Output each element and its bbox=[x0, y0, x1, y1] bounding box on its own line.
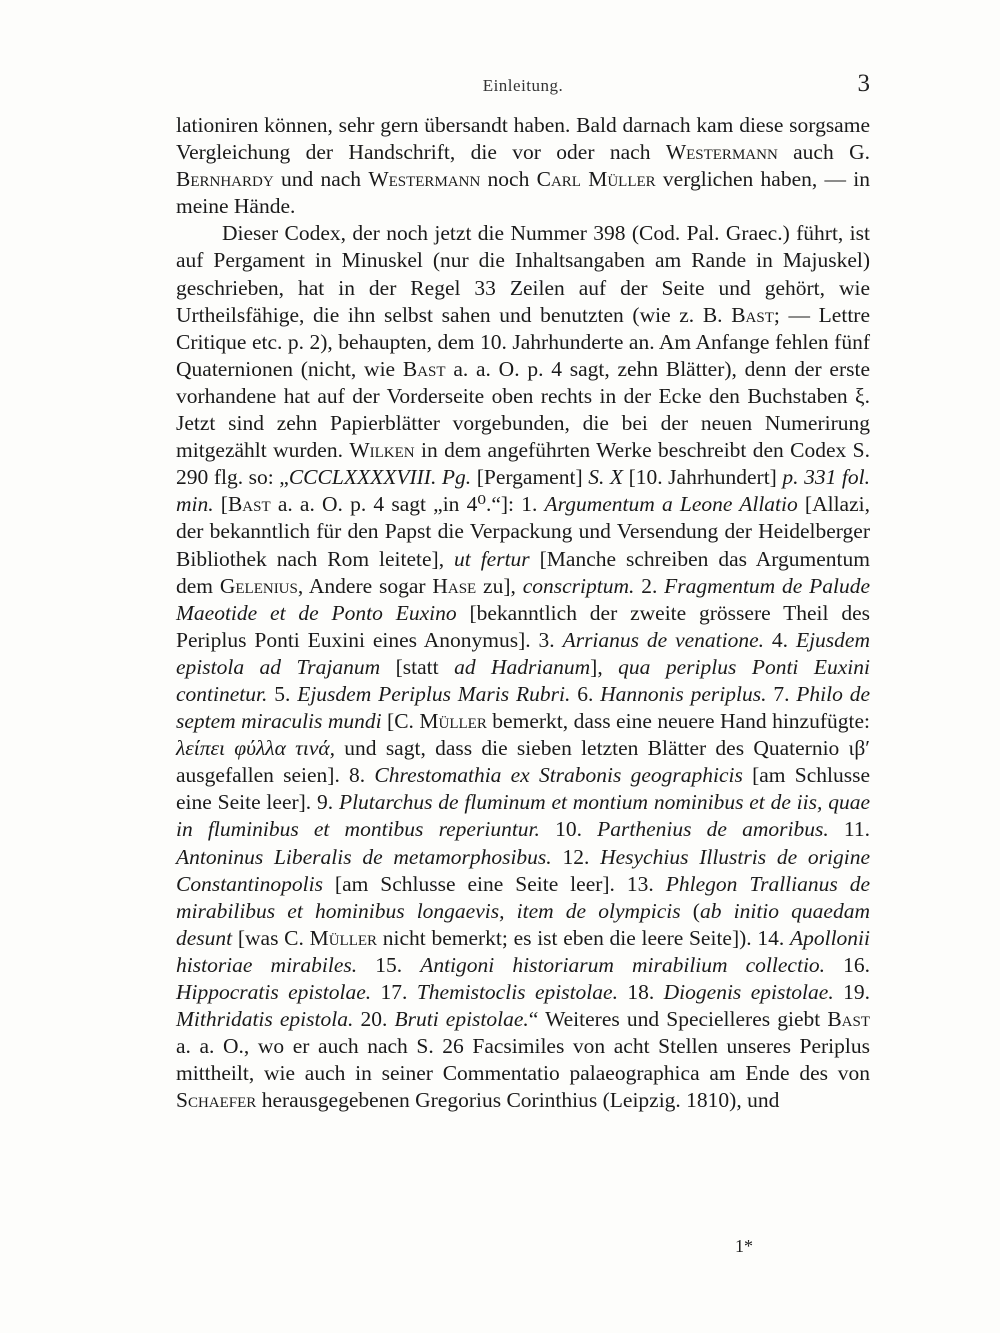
text-run: [am Schlusse eine Seite leer]. 9. bbox=[176, 763, 870, 815]
small-caps-run: Bast bbox=[827, 1007, 871, 1032]
text-run: [Allazi, der bekanntlich für den Papst die Verpackung und Versendung der Heidelberger Bibliothek nach Rom leitete], bbox=[176, 492, 870, 571]
italic-run: Hippocratis epistolae. bbox=[176, 980, 372, 1004]
italic-run: Apollonii historiae mirabiles. bbox=[176, 925, 870, 977]
italic-run: CCCLXXXXVIII. Pg. bbox=[288, 465, 472, 490]
small-caps-run: Schaefer bbox=[176, 1088, 257, 1113]
text-run: noch bbox=[480, 167, 537, 192]
italic-run: Bruti epistolae. bbox=[394, 1007, 529, 1032]
italic-run: Mithridatis epistola. bbox=[176, 1007, 354, 1032]
italic-run: Diogenis epistolae. bbox=[663, 980, 834, 1004]
small-caps-run: Bernhardy bbox=[176, 167, 274, 192]
small-caps-run: Bast bbox=[227, 492, 271, 517]
text-run: und sagt, dass die sieben letzten Blätter des Quaternio ιβ′ ausgefallen seien]. 8. bbox=[176, 736, 870, 788]
small-caps-run: Wilken bbox=[349, 438, 415, 463]
italic-run: ut fertur bbox=[454, 546, 530, 571]
italic-run: Parthenius de amoribus. bbox=[597, 817, 829, 842]
running-head bbox=[176, 66, 870, 106]
small-caps-run: Westermann bbox=[368, 167, 481, 192]
small-caps-run: Müller bbox=[309, 925, 378, 950]
text-run: [bekanntlich der zweite grössere Theil des Periplus Ponti Euxini eines Anonymus]. 3. bbox=[176, 600, 870, 652]
italic-run: conscriptum. bbox=[522, 573, 635, 598]
italic-run: S. X bbox=[588, 465, 624, 490]
page-number: 3 bbox=[857, 70, 870, 97]
italic-run: Antigoni historiarum mirabilium collectio. bbox=[420, 952, 826, 977]
text-run: 17. bbox=[371, 980, 417, 1004]
small-caps-run: Westermann bbox=[665, 140, 778, 165]
text-run: herausgegebenen Gregorius Corinthius (Leipzig. 1810), und bbox=[256, 1088, 780, 1113]
text-run: a. a. O. p. 4 sagt „in 4⁰.“]: 1. bbox=[270, 492, 545, 517]
text-run: verglichen haben, — in meine Hände. bbox=[176, 167, 870, 219]
italic-run: qua periplus Ponti Euxini continetur. bbox=[176, 654, 870, 706]
text-run: 6. bbox=[570, 681, 601, 706]
text-run: nicht bemerkt; es ist eben die leere Seite]). 14. bbox=[377, 925, 790, 950]
paragraph-2 bbox=[176, 220, 870, 1114]
italic-run: Antoninus Liberalis de metamorphosibus. bbox=[176, 844, 552, 869]
text-run: bemerkt, dass eine neuere Hand hinzufügte: bbox=[486, 709, 870, 734]
italic-run: Plutarchus de fluminum et montium nominibus et de iis, quae in fluminibus et montibus reperiuntur. bbox=[176, 790, 870, 842]
text-run: [am Schlusse eine Seite leer]. 13. bbox=[322, 871, 666, 896]
italic-run: Arrianus de venatione. bbox=[562, 627, 765, 652]
small-caps-run: Carl Müller bbox=[536, 167, 656, 192]
small-caps-run: Bast bbox=[731, 302, 774, 327]
text-run: ( bbox=[680, 898, 700, 923]
text-run: ; — Lettre Critique etc. p. 2), behaupten, dem 10. Jahrhunderte an. Am Anfange fehlen fünf Quaternionen (nicht, wie bbox=[176, 302, 870, 381]
small-caps-run: Bast bbox=[402, 356, 446, 381]
text-run: 4. bbox=[764, 627, 796, 652]
small-caps-run: Müller bbox=[419, 709, 487, 734]
text-run: 12. bbox=[551, 844, 601, 869]
text-run: und nach bbox=[273, 167, 369, 192]
italic-run: Philo de septem miraculis mundi bbox=[176, 681, 870, 734]
text-run: [C. bbox=[381, 709, 420, 734]
italic-run: p. 331 fol. min. bbox=[176, 465, 870, 517]
text-run: 5. bbox=[267, 681, 298, 706]
text-run: , Andere sogar bbox=[297, 573, 433, 598]
text-run: a. a. O. p. 4 sagt, zehn Blätter), denn der erste vorhandene hat auf der Vorderseite oben rechts in der Ecke den Buchstaben ξ. Jetzt sind zehn Papierblätter vorgebunden, die bei der neuen Numerirung mitgezählt wurden. bbox=[176, 356, 871, 463]
text-run: [10. Jahrhundert] bbox=[623, 465, 783, 490]
text-run: 16. bbox=[825, 952, 871, 977]
text-run: “ Weiteres und Specielleres giebt bbox=[528, 1007, 828, 1032]
italic-run: ad Hadrianum bbox=[454, 654, 591, 679]
text-run: in dem angeführten Werke beschreibt den Codex S. 290 flg. so: „ bbox=[176, 438, 870, 490]
text-run: [ bbox=[213, 492, 228, 517]
italic-run: Argumentum a Leone Allatio bbox=[544, 492, 798, 517]
italic-run: Hannonis periplus. bbox=[600, 681, 767, 706]
text-run: [was C. bbox=[232, 925, 310, 950]
italic-run: Ejusdem epistola ad Trajanum bbox=[176, 627, 870, 679]
text-run: zu], bbox=[476, 573, 523, 598]
small-caps-run: Hase bbox=[432, 573, 477, 598]
text-run: 18. bbox=[617, 980, 664, 1004]
text-run: 20. bbox=[353, 1007, 395, 1032]
text-run: a. a. O., wo er auch nach S. 26 Facsimiles von acht Stellen unseres Periplus mittheilt, wie auch in seiner Commentatio palaeographica am Ende des von bbox=[176, 1034, 870, 1086]
running-head-title: Einleitung. bbox=[482, 76, 564, 95]
italic-run: Themistoclis epistolae. bbox=[416, 980, 618, 1004]
italic-run: Phlegon Trallianus de mirabilibus et hominibus longaevis, item de olympicis bbox=[176, 871, 870, 923]
body-text bbox=[176, 112, 870, 1114]
text-run: 7. bbox=[766, 681, 797, 706]
text-run: 11. bbox=[828, 817, 871, 842]
italic-run: Hesychius Illustris de origine Constantinopolis bbox=[176, 844, 871, 896]
italic-run: Chrestomathia ex Strabonis geographicis bbox=[374, 763, 743, 788]
italic-run: ab initio quaedam desunt bbox=[176, 898, 870, 950]
text-run: 19. bbox=[833, 980, 870, 1004]
paragraph-1 bbox=[176, 112, 870, 220]
italic-run: λείπει φύλλα τινά, bbox=[176, 736, 336, 761]
text-run: [statt bbox=[380, 654, 455, 679]
italic-run: Ejusdem Periplus Maris Rubri. bbox=[297, 681, 571, 706]
text-run: 2. bbox=[634, 573, 665, 598]
text-run: auch G. bbox=[777, 140, 870, 165]
text-run: Dieser Codex, der noch jetzt die Nummer 398 (Cod. Pal. Graec.) führt, ist auf Pergament in Minuskel (nur die Inhaltsangaben am Rande in Majuskel) geschrieben, hat in der Regel 33 Zeilen auf der Seite und gehört, wie Urtheilsfähige, die ihn selbst sahen und benutzten (wie z. B. bbox=[176, 221, 870, 327]
text-run: 10. bbox=[539, 817, 598, 842]
text-run: ], bbox=[590, 654, 619, 679]
signature-mark: 1* bbox=[735, 1236, 753, 1256]
text-run: [Manche schreiben das Argumentum dem bbox=[176, 546, 870, 598]
text-run: [Pergament] bbox=[471, 465, 589, 490]
small-caps-run: Gelenius bbox=[219, 573, 298, 598]
text-run: lationiren können, sehr gern übersandt haben. Bald darnach kam diese sorgsame Vergleichung der Handschrift, die vor oder nach bbox=[176, 113, 870, 165]
text-run: 15. bbox=[357, 952, 421, 977]
italic-run: Fragmentum de Palude Maeotide et de Ponto Euxino bbox=[176, 573, 871, 625]
